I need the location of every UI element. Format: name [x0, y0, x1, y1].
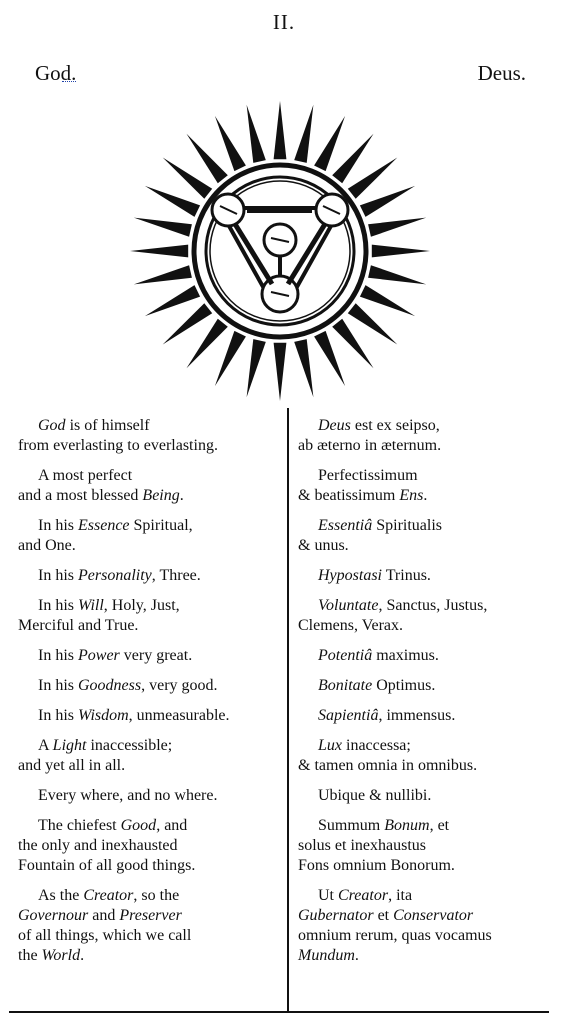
english-line	[18, 946, 283, 966]
link-underline	[62, 61, 76, 82]
latin-entry	[298, 736, 558, 776]
text-segment: In his	[38, 677, 78, 694]
sun-ray	[360, 285, 415, 316]
text-segment: and a most blessed	[18, 487, 143, 504]
english-line	[18, 676, 283, 696]
text-segment: inaccessible;	[86, 737, 173, 754]
english-line	[18, 486, 283, 506]
latin-line	[298, 466, 558, 486]
page-number: II.	[272, 10, 296, 34]
text-segment: , et	[429, 817, 450, 834]
english-entry	[18, 416, 283, 456]
italic-term: Hypostasi	[318, 567, 382, 584]
italic-term: Sapientiâ	[318, 707, 379, 724]
sun-ray	[130, 245, 188, 258]
text-segment: , Holy, Just,	[103, 597, 180, 614]
text-segment: .	[179, 487, 184, 504]
english-entry	[18, 886, 283, 966]
english-line	[18, 646, 283, 666]
english-entry	[18, 676, 283, 696]
text-segment: Ubique & nullibi.	[318, 787, 432, 804]
english-line	[18, 706, 283, 726]
text-segment: Fons omnium Bonorum.	[298, 857, 455, 874]
text-segment: Merciful and True.	[18, 617, 139, 634]
italic-term: Potentiâ	[318, 647, 373, 664]
english-column	[18, 416, 283, 976]
italic-term: Gubernator	[298, 907, 374, 924]
text-segment: Trinus.	[382, 567, 431, 584]
text-segment: the	[18, 947, 42, 964]
latin-line	[298, 926, 558, 946]
sun-ray	[294, 339, 313, 397]
english-line	[18, 436, 283, 456]
italic-term: Personality	[78, 567, 152, 584]
text-segment: ab æterno in æternum.	[298, 437, 442, 454]
english-line	[18, 736, 283, 756]
english-line	[18, 416, 283, 436]
parallel-text	[0, 408, 568, 1012]
sun-ray	[372, 245, 430, 258]
text-segment: & unus.	[298, 537, 349, 554]
sun-ray	[187, 134, 228, 184]
italic-term: Preserver	[119, 907, 182, 924]
italic-term: Light	[52, 737, 87, 754]
text-segment: et	[373, 907, 394, 924]
italic-term: Wisdom	[78, 707, 129, 724]
latin-line	[298, 706, 558, 726]
sun-ray	[314, 331, 345, 386]
text-segment: , unmeasurable.	[128, 707, 230, 724]
latin-line	[298, 816, 558, 836]
text-segment: of all things, which we call	[18, 927, 192, 944]
latin-line	[298, 436, 558, 456]
text-segment: from everlasting to everlasting.	[18, 437, 218, 454]
text-segment: the only and inexhausted	[18, 837, 178, 854]
text-segment: Spiritualis	[372, 517, 442, 534]
heading-latin: Deus.	[477, 61, 526, 85]
english-entry	[18, 516, 283, 556]
english-entry	[18, 466, 283, 506]
italic-term: Goodness	[78, 677, 142, 694]
text-segment: est ex seipso,	[350, 417, 440, 434]
english-line	[18, 836, 283, 856]
latin-line	[298, 566, 558, 586]
text-segment: As the	[38, 887, 84, 904]
latin-line	[298, 646, 558, 666]
latin-line	[298, 616, 558, 636]
sun-ray	[145, 186, 200, 217]
sun-ray	[368, 218, 426, 237]
italic-term: Bonum	[384, 817, 430, 834]
text-segment: , and	[156, 817, 188, 834]
latin-entry	[298, 816, 558, 876]
sun-ray	[274, 101, 287, 159]
sun-ray	[314, 116, 345, 171]
latin-entry	[298, 466, 558, 506]
english-line	[18, 466, 283, 486]
text-segment: very great.	[119, 647, 193, 664]
english-entry	[18, 786, 283, 806]
text-segment: omnium rerum, quas vocamus	[298, 927, 492, 944]
latin-entry	[298, 516, 558, 556]
english-line	[18, 536, 283, 556]
italic-term: Will	[78, 597, 104, 614]
english-entry	[18, 596, 283, 636]
text-segment: In his	[38, 647, 78, 664]
english-line	[18, 566, 283, 586]
sun-ray	[348, 303, 398, 344]
text-segment: The chiefest	[38, 817, 121, 834]
english-line	[18, 856, 283, 876]
latin-line	[298, 906, 558, 926]
sun-ray	[247, 339, 266, 397]
italic-term: Essence	[78, 517, 130, 534]
italic-term: Deus	[318, 417, 351, 434]
text-segment: , Three.	[151, 567, 201, 584]
latin-entry	[298, 596, 558, 636]
sun-ray	[294, 105, 313, 163]
text-segment: Optimus.	[372, 677, 436, 694]
english-entry	[18, 736, 283, 776]
radiant-sun-emblem-icon	[127, 98, 433, 404]
text-segment: Every where, and no where.	[38, 787, 218, 804]
text-segment: Summum	[318, 817, 385, 834]
text-segment: Fountain of all good things.	[18, 857, 196, 874]
english-entry	[18, 646, 283, 666]
latin-line	[298, 736, 558, 756]
latin-line	[298, 536, 558, 556]
sun-ray	[215, 331, 246, 386]
text-segment: , very good.	[141, 677, 218, 694]
latin-entry	[298, 706, 558, 726]
sun-ray	[348, 158, 398, 199]
sun-ray	[134, 265, 192, 284]
sun-ray	[163, 158, 213, 199]
text-segment: .	[423, 487, 428, 504]
italic-term: Governour	[18, 907, 89, 924]
latin-line	[298, 886, 558, 906]
english-line	[18, 926, 283, 946]
text-segment: In his	[38, 707, 78, 724]
sun-ray	[215, 116, 246, 171]
italic-term: Creator	[83, 887, 134, 904]
italic-term: Conservator	[393, 907, 474, 924]
text-segment: maximus.	[372, 647, 439, 664]
italic-term: Bonitate	[318, 677, 373, 694]
latin-line	[298, 856, 558, 876]
sun-ray	[134, 218, 192, 237]
italic-term: Mundum	[298, 947, 355, 964]
sun-ray	[247, 105, 266, 163]
italic-term: Lux	[318, 737, 342, 754]
latin-line	[298, 516, 558, 536]
text-segment: solus et inexhaustus	[298, 837, 426, 854]
sun-ray	[163, 303, 213, 344]
sun-ray	[332, 134, 373, 184]
english-line	[18, 596, 283, 616]
sun-ray	[332, 319, 373, 369]
text-segment: is of himself	[65, 417, 150, 434]
english-line	[18, 906, 283, 926]
text-segment: inaccessa;	[342, 737, 411, 754]
latin-entry	[298, 416, 558, 456]
sun-ray	[274, 343, 287, 401]
latin-line	[298, 946, 558, 966]
english-entry	[18, 566, 283, 586]
english-entry	[18, 706, 283, 726]
latin-entry	[298, 566, 558, 586]
text-segment: , immensus.	[378, 707, 456, 724]
english-entry	[18, 816, 283, 876]
italic-term: Ens	[399, 487, 424, 504]
english-line	[18, 516, 283, 536]
sun-ray	[360, 186, 415, 217]
text-segment: , so the	[133, 887, 180, 904]
english-line	[18, 756, 283, 776]
latin-line	[298, 836, 558, 856]
text-segment: and One.	[18, 537, 76, 554]
text-segment: .	[354, 947, 359, 964]
latin-column	[298, 416, 558, 976]
italic-term: Being	[142, 487, 180, 504]
text-segment: A most perfect	[38, 467, 133, 484]
text-segment: and	[88, 907, 120, 924]
italic-term: Good	[120, 817, 157, 834]
bottom-rule	[9, 1011, 549, 1013]
column-divider	[287, 408, 289, 1012]
latin-entry	[298, 676, 558, 696]
latin-entry	[298, 646, 558, 666]
latin-line	[298, 756, 558, 776]
italic-term: Creator	[338, 887, 389, 904]
latin-line	[298, 416, 558, 436]
sun-ray	[187, 319, 228, 369]
latin-line	[298, 486, 558, 506]
text-segment: and yet all in all.	[18, 757, 126, 774]
heading-english[interactable]: God.	[35, 61, 77, 85]
latin-line	[298, 676, 558, 696]
italic-term: Power	[78, 647, 120, 664]
italic-term: God	[38, 417, 66, 434]
text-segment: In his	[38, 597, 78, 614]
italic-term: World	[41, 947, 81, 964]
latin-entry	[298, 886, 558, 966]
text-segment: , ita	[388, 887, 413, 904]
latin-line	[298, 596, 558, 616]
latin-entry	[298, 786, 558, 806]
english-line	[18, 886, 283, 906]
text-segment: & beatissimum	[298, 487, 400, 504]
text-segment: A	[38, 737, 53, 754]
english-line	[18, 816, 283, 836]
text-segment: & tamen omnia in omnibus.	[298, 757, 478, 774]
text-segment: Perfectissimum	[318, 467, 418, 484]
english-line	[18, 616, 283, 636]
text-segment: , Sanctus, Justus,	[378, 597, 488, 614]
italic-term: Voluntate	[318, 597, 379, 614]
english-line	[18, 786, 283, 806]
text-segment: In his	[38, 517, 78, 534]
text-segment: Clemens, Verax.	[298, 617, 404, 634]
sun-ray	[145, 285, 200, 316]
italic-term: Essentiâ	[318, 517, 373, 534]
latin-line	[298, 786, 558, 806]
text-segment: .	[80, 947, 85, 964]
text-segment: Spiritual,	[129, 517, 193, 534]
text-segment: In his	[38, 567, 78, 584]
text-segment: Ut	[318, 887, 338, 904]
sun-ray	[368, 265, 426, 284]
